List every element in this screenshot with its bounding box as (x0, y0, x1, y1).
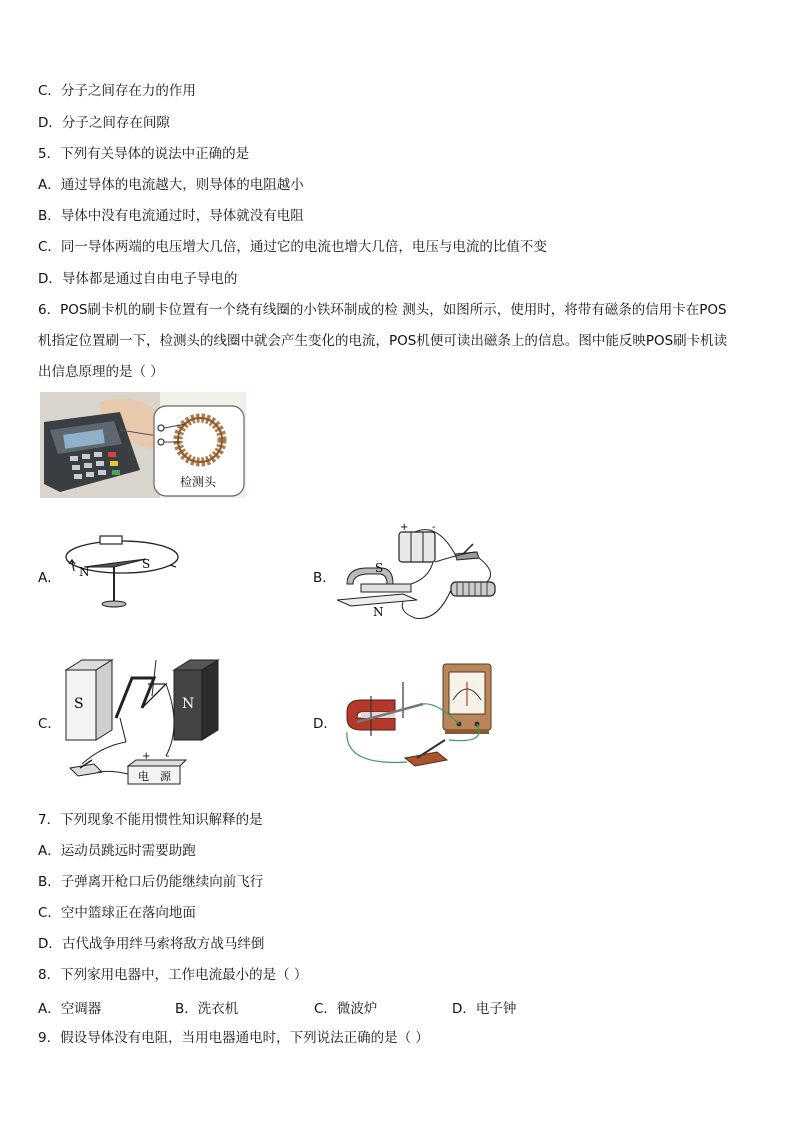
option-4c: C．分子之间存在力的作用 (38, 83, 196, 99)
option-5c: C．同一导体两端的电压增大几倍，通过它的电流也增大几倍，电压与电流的比值不变 (38, 239, 547, 255)
pole-n-text: N (182, 696, 195, 712)
option-6c-label: C． (38, 716, 61, 732)
option-4d: D．分子之间存在间隙 (38, 115, 170, 131)
option-8c: C．微波炉 (314, 1001, 378, 1017)
question-9-stem: 9．假设导体没有电阻，当用电器通电时，下列说法正确的是（ ） (38, 1030, 429, 1046)
option-6b-label: B． (313, 570, 336, 586)
source-minus-text: - (166, 751, 170, 762)
question-7-stem: 7．下列现象不能用惯性知识解释的是 (38, 812, 263, 828)
pole-s-text: S (74, 696, 84, 712)
option-8d: D．电子钟 (452, 1001, 517, 1017)
pos-machine-figure (40, 392, 246, 498)
option-6b-figure (337, 522, 499, 624)
option-7c: C．空中篮球正在落向地面 (38, 905, 196, 921)
question-6-line-3: 出信息原理的是（ ） (38, 364, 164, 380)
option-7d: D．古代战争用绊马索将敌方战马绊倒 (38, 936, 265, 952)
pole-n-text: N (79, 565, 90, 579)
option-6c-figure (62, 656, 222, 788)
battery-plus-text: + (400, 522, 409, 533)
power-source-text: 电 源 (138, 770, 171, 783)
question-5-stem: 5．下列有关导体的说法中正确的是 (38, 146, 250, 162)
option-5d: D．导体都是通过自由电子导电的 (38, 271, 238, 287)
pole-n-text: N (373, 605, 384, 619)
question-6-line-2: 机指定位置刷一下，检测头的线圈中就会产生变化的电流，POS机便可读出磁条上的信息。图中能反映POS刷卡机读 (38, 333, 728, 349)
source-plus-text: + (142, 751, 151, 762)
option-6a-figure (62, 527, 188, 611)
option-7b: B．子弹离开枪口后仍能继续向前飞行 (38, 874, 264, 890)
option-6d-figure (337, 660, 499, 780)
option-8a: A．空调器 (38, 1001, 102, 1017)
oersted-experiment-diagram (62, 527, 188, 611)
question-8-stem: 8．下列家用电器中，工作电流最小的是（ ） (38, 967, 308, 983)
option-8b: B．洗衣机 (175, 1001, 239, 1017)
battery-minus-text: - (432, 522, 436, 533)
option-6d-label: D． (313, 716, 337, 732)
pole-s-text: S (142, 557, 151, 571)
option-5a: A．通过导体的电流越大，则导体的电阻越小 (38, 177, 304, 193)
motor-principle-diagram (62, 656, 222, 788)
option-7a: A．运动员跳远时需要助跑 (38, 843, 196, 859)
pole-s-text: S (375, 561, 384, 575)
detector-head-caption: 检测头 (180, 475, 217, 489)
magnetic-force-on-current-diagram (337, 522, 499, 624)
option-6a-label: A． (38, 570, 61, 586)
option-5b: B．导体中没有电流通过时，导体就没有电阻 (38, 208, 304, 224)
question-6-line-1: 6．POS刷卡机的刷卡位置有一个绕有线圈的小铁环制成的检 测头，如图所示，使用时，将带有磁条的信用卡在POS (38, 302, 727, 318)
question-8-options (38, 997, 598, 1017)
electromagnetic-induction-diagram (337, 660, 499, 780)
